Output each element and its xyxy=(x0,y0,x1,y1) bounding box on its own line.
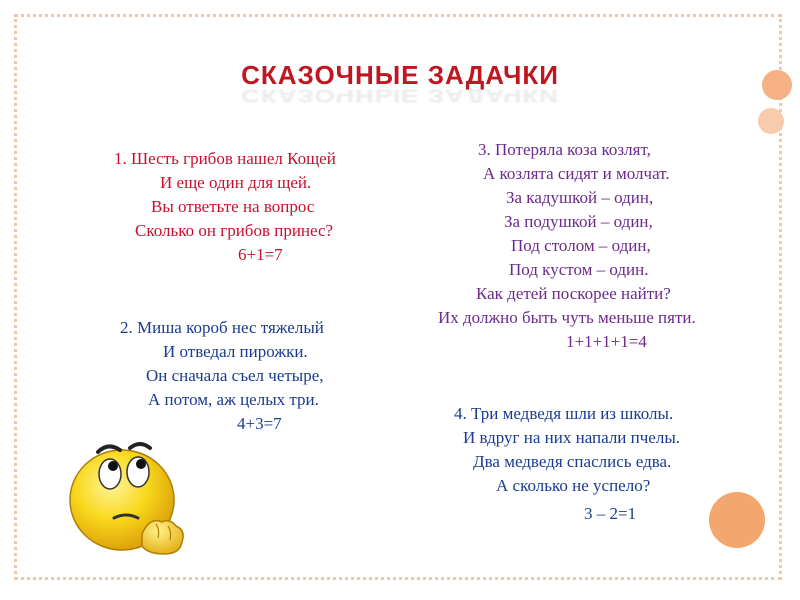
riddle-3-line: А козлята сидят и молчат. xyxy=(483,164,670,183)
riddle-1-line: 1. Шесть грибов нашел Кощей xyxy=(114,149,336,168)
riddle-1-line: И еще один для щей. xyxy=(160,173,312,192)
riddle-3-line: Как детей поскорее найти? xyxy=(476,284,671,303)
riddle-4-line: И вдруг на них напали пчелы. xyxy=(463,428,681,447)
thinking-smiley-icon xyxy=(64,438,194,558)
riddle-2-answer: 4+3=7 xyxy=(237,414,282,433)
page-title: СКАЗОЧНЫЕ ЗАДАЧКИ xyxy=(241,60,559,90)
riddle-3-answer: 1+1+1+1=4 xyxy=(566,332,647,351)
riddle-4-line: А сколько не успело? xyxy=(496,476,651,495)
riddle-2-line: И отведал пирожки. xyxy=(163,342,308,361)
riddle-4-line: Два медведя спаслись едва. xyxy=(473,452,672,471)
riddle-3-line: Под столом – один, xyxy=(511,236,651,255)
riddle-3-line: Их должно быть чуть меньше пяти. xyxy=(438,308,696,327)
riddle-2-line: 2. Миша короб нес тяжелый xyxy=(120,318,324,337)
riddle-3-line: Под кустом – один. xyxy=(509,260,649,279)
riddle-3-line: За кадушкой – один, xyxy=(506,188,654,207)
riddle-3-line: За подушкой – один, xyxy=(504,212,653,231)
riddle-1-answer: 6+1=7 xyxy=(238,245,283,264)
riddle-4-line: 4. Три медведя шли из школы. xyxy=(454,404,674,423)
riddle-1-line: Вы ответьте на вопрос xyxy=(151,197,315,216)
riddle-2-line: Он сначала съел четыре, xyxy=(146,366,324,385)
decor-circle-top-small xyxy=(758,108,784,134)
decor-circle-bottom xyxy=(709,492,765,548)
title-reflection: СКАЗОЧНЫЕ ЗАДАЧКИ xyxy=(241,85,559,107)
riddle-3-line: 3. Потеряла коза козлят, xyxy=(478,140,651,159)
riddle-4-answer: 3 – 2=1 xyxy=(584,504,637,523)
riddle-1-line: Сколько он грибов принес? xyxy=(135,221,334,240)
riddle-2-line: А потом, аж целых три. xyxy=(148,390,319,409)
